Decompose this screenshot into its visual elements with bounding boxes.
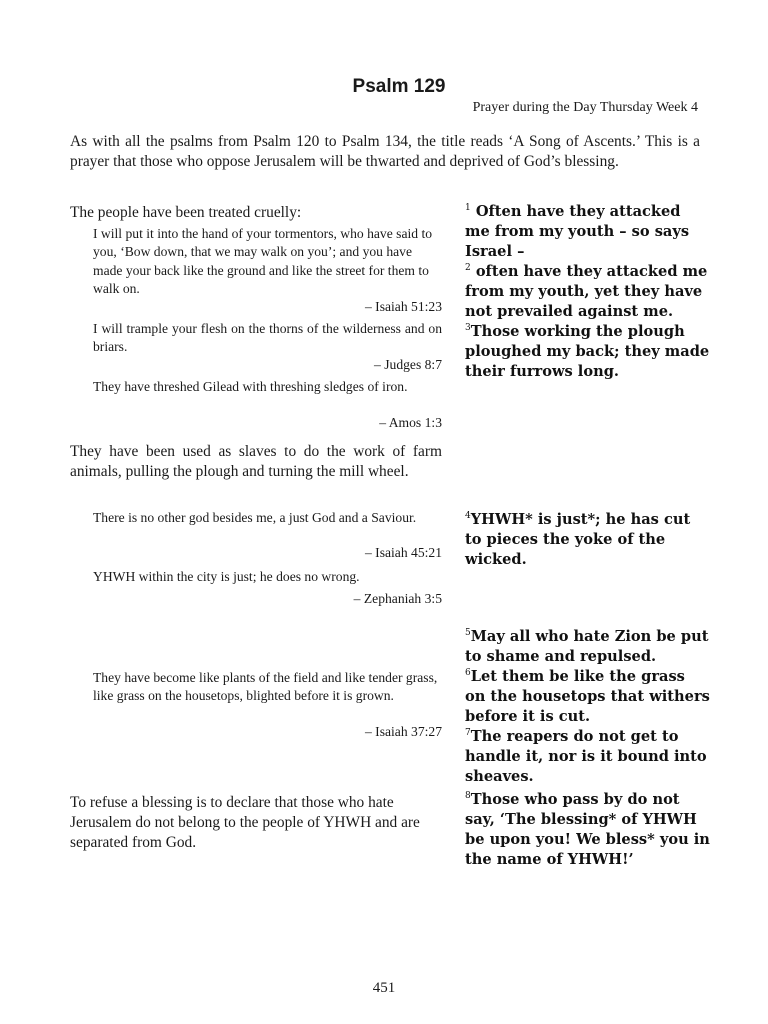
page-title: Psalm 129 bbox=[352, 76, 446, 97]
verse-number: 4 bbox=[465, 511, 471, 522]
verse-number: 1 bbox=[465, 203, 471, 214]
verse-5 bbox=[465, 627, 710, 667]
verse-number: 5 bbox=[465, 628, 471, 639]
verses-1-3 bbox=[465, 202, 710, 382]
verse-text: The reapers do not get to handle it, nor is it bound into sheaves. bbox=[465, 728, 707, 785]
verse-6 bbox=[465, 667, 710, 727]
verse-text: Often have they attacked me from my youth – so says Israel – bbox=[465, 203, 690, 260]
verse-number: 6 bbox=[465, 668, 471, 679]
commentary-paragraph-1: The people have been treated cruelly: bbox=[70, 204, 302, 221]
intro-paragraph: As with all the psalms from Psalm 120 to Psalm 134, the title reads ‘A Song of Ascents.’ This is a prayer that those who oppose Jerusalem will be thwarted and deprived of God’s blessing. bbox=[70, 133, 700, 170]
quote-isaiah-45-ref: – Isaiah 45:21 bbox=[364, 545, 442, 560]
verse-4 bbox=[465, 510, 710, 570]
verse-text: Let them be like the grass on the housetops that withers before it is cut. bbox=[465, 668, 710, 725]
page-subtitle: Prayer during the Day Thursday Week 4 bbox=[472, 100, 698, 115]
verse-number: 8 bbox=[465, 791, 471, 802]
page-number: 451 bbox=[372, 980, 396, 996]
verse-text: May all who hate Zion be put to shame and repulsed. bbox=[465, 628, 709, 665]
verses-5-7 bbox=[465, 627, 710, 787]
verse-7 bbox=[465, 727, 710, 787]
quote-zephaniah-text: YHWH within the city is just; he does no wrong. bbox=[93, 569, 360, 584]
quote-isaiah-37-ref: – Isaiah 37:27 bbox=[364, 724, 442, 739]
quote-isaiah-37-text: They have become like plants of the field and like tender grass, like grass on the housetops, blighted before it is grown. bbox=[93, 670, 438, 704]
verse-8 bbox=[465, 790, 710, 870]
quote-isaiah-51-ref: – Isaiah 51:23 bbox=[364, 299, 442, 314]
verse-text: often have they attacked me from my youth, yet they have not prevailed against me. bbox=[465, 263, 708, 320]
verse-2 bbox=[465, 262, 710, 322]
quote-isaiah-51-text: I will put it into the hand of your tormentors, who have said to you, ‘Bow down, that we may walk on you’; and you have made your back like the ground and like the street for them to walk on. bbox=[93, 226, 433, 297]
verse-number: 7 bbox=[465, 728, 471, 739]
verse-text: YHWH* is just*; he has cut to pieces the yoke of the wicked. bbox=[465, 511, 691, 568]
verse-text: Those who pass by do not say, ‘The blessing* of YHWH be upon you! We bless* you in the name of YHWH!’ bbox=[465, 791, 710, 868]
quote-amos-text: They have threshed Gilead with threshing sledges of iron. bbox=[93, 379, 408, 394]
verse-number: 3 bbox=[465, 323, 471, 334]
verse-1 bbox=[465, 202, 710, 262]
quote-amos-ref: – Amos 1:3 bbox=[379, 415, 442, 430]
quote-zephaniah-ref: – Zephaniah 3:5 bbox=[353, 591, 442, 606]
verse-3 bbox=[465, 322, 710, 382]
commentary-paragraph-3: To refuse a blessing is to declare that those who hate Jerusalem do not belong to the people of YHWH and are separated from God. bbox=[70, 794, 420, 851]
verse-number: 2 bbox=[465, 263, 471, 274]
commentary-paragraph-2: They have been used as slaves to do the work of farm animals, pulling the plough and turning the mill wheel. bbox=[70, 443, 442, 480]
quote-isaiah-45-text: There is no other god besides me, a just God and a Saviour. bbox=[93, 510, 417, 525]
quote-judges-text: I will trample your flesh on the thorns of the wilderness and on briars. bbox=[93, 321, 442, 355]
verse-text: Those working the plough ploughed my back; they made their furrows long. bbox=[465, 323, 710, 380]
quote-judges-ref: – Judges 8:7 bbox=[374, 357, 442, 372]
